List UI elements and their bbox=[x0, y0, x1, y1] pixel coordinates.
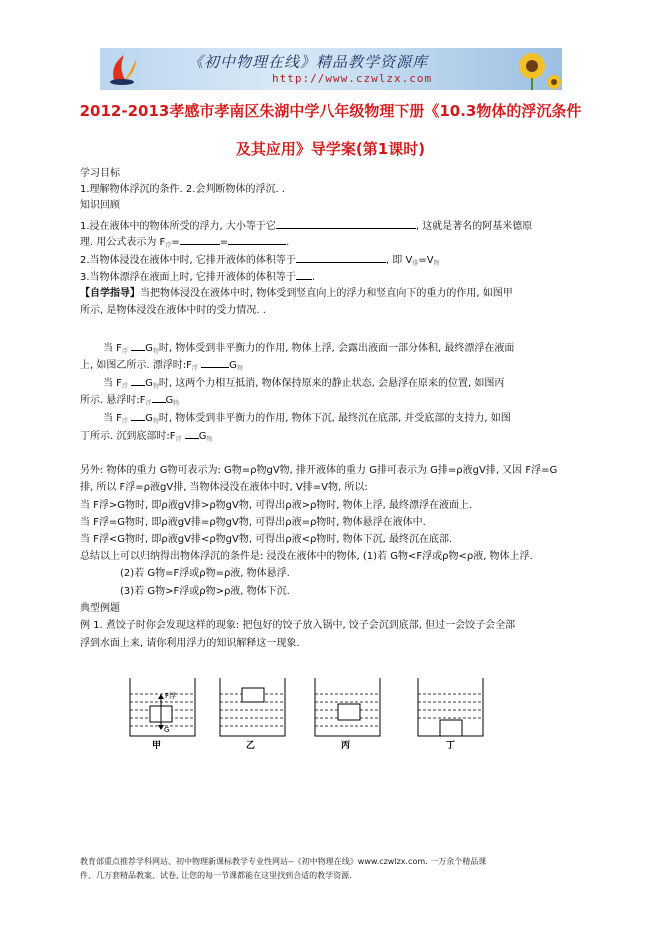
review-line-1: 1.浸在液体中的物体所受的浮力, 大小等于它 , 这就是著名的阿基米德原 bbox=[80, 221, 533, 232]
guide-line-2: 所示, 是物体浸没在液体中时的受力情况. . bbox=[80, 305, 266, 316]
site-banner bbox=[100, 48, 562, 90]
other-line-2: 排, 所以 F浮=ρ液gV排, 当物体浸没在液体中时, V排=V物, 所以: bbox=[80, 482, 368, 493]
beaker-jia bbox=[130, 678, 195, 751]
figure-label-yi: 乙 bbox=[246, 741, 256, 751]
example-line-2: 浮到水面上来, 请你利用浮力的知识解释这一现象. bbox=[80, 638, 300, 649]
example-line-1: 例 1. 煮饺子时你会发现这样的现象: 把包好的饺子放入锅中, 饺子会沉到底部, 但过一会饺子会全部 bbox=[80, 620, 516, 631]
beaker-yi bbox=[220, 678, 285, 751]
figure-label-ding: 丁 bbox=[446, 741, 456, 751]
review-line-2: 2.当物体浸没在液体中时, 它排开液体的体积等于 , 即 $V_排=V_物$ bbox=[80, 255, 440, 267]
case-1-line-1: 当 $F_浮$ $G_物$时, 物体受到非平衡力的作用, 物体上浮, 会露出液面一部分体积, 最终漂浮在液面 bbox=[103, 343, 515, 355]
summary-line-1: 总结以上可以归纳得出物体浮沉的条件是: 浸没在液体中的物体, (1)若 G物<F浮或ρ物<ρ液, 物体上浮. bbox=[80, 551, 533, 562]
logo-icon bbox=[106, 51, 142, 87]
condition-sink: 当 F浮<G物时, 即ρ液gV排<ρ物gV物, 可得出ρ液<ρ物时, 物体下沉, 最终沉在底部. bbox=[80, 534, 453, 545]
case-2-line-2: 所示. 悬浮时$:F_浮$ $G_物$ bbox=[80, 395, 180, 407]
beaker-bing bbox=[315, 678, 380, 751]
case-3-line-1: 当 $F_浮$ $G_物$时, 物体受到非平衡力的作用, 物体下沉, 最终沉在底部, 并受底部的支持力, 如图 bbox=[103, 413, 511, 425]
goals-heading: 学习目标 bbox=[80, 168, 120, 179]
case-1-line-2: 上, 如图乙所示. 漂浮时$:F_浮$ $G_物$ bbox=[80, 360, 243, 372]
force-gravity-label: G bbox=[164, 726, 170, 734]
goals-text: 1.理解物体浮沉的条件. 2.会判断物体的浮沉. . bbox=[80, 184, 285, 195]
banner-slogan: 《初中物理在线》精品教学资源库 bbox=[188, 53, 429, 71]
summary-line-3: (3)若 G物>F浮或ρ物>ρ液, 物体下沉. bbox=[120, 586, 290, 597]
figure-label-jia: 甲 bbox=[152, 741, 162, 751]
review-heading: 知识回顾 bbox=[80, 200, 120, 211]
buoyancy-figures bbox=[120, 676, 500, 754]
other-line-1: 另外: 物体的重力 G物可表示为: G物=ρ物gV物, 排开液体的重力 G排可表示为 G排=ρ液gV排, 又因 F浮=G bbox=[80, 465, 558, 476]
review-line-1-formula: 理. 用公式表示为 $F_浮=$ = . bbox=[80, 237, 290, 249]
page-title-line1: 2012-2013孝感市孝南区朱湖中学八年级物理下册《10.3物体的浮沉条件 bbox=[79, 102, 582, 120]
sunflower-icon bbox=[502, 48, 562, 90]
footer-line-1: 教育部重点推荐学科网站、初中物理新课标教学专业性网站--《初中物理在线》www.czwlzx.com. 一万余个精品课 bbox=[80, 857, 487, 866]
page-footer bbox=[80, 855, 600, 883]
condition-suspend: 当 F浮=G物时, 即ρ液gV排=ρ物gV物, 可得出ρ液=ρ物时, 物体悬浮在液体中. bbox=[80, 517, 426, 528]
review-line-3: 3.当物体漂浮在液面上时, 它排开液体的体积等于 . bbox=[80, 272, 316, 283]
page-title-line2: 及其应用》导学案(第1课时) bbox=[235, 140, 426, 158]
case-2-line-1: 当 $F_浮$ $G_物$时, 这两个力相互抵消, 物体保持原来的静止状态, 会悬浮在原来的位置, 如图丙 bbox=[103, 378, 505, 390]
guide-line-1: 【自学指导】当把物体浸没在液体中时, 物体受到竖直向上的浮力和竖直向下的重力的作用, 如图甲 bbox=[80, 288, 513, 299]
beaker-ding bbox=[418, 678, 483, 751]
condition-float: 当 F浮>G物时, 即ρ液gV排>ρ物gV物, 可得出ρ液>ρ物时, 物体上浮, 最终漂浮在液面上. bbox=[80, 500, 473, 511]
force-buoyancy-label: F浮 bbox=[165, 692, 177, 700]
figure-label-bing: 丙 bbox=[341, 741, 351, 751]
example-heading: 典型例题 bbox=[80, 603, 120, 614]
case-3-line-2: 丁所示. 沉到底部时$:F_浮$ $G_物$ bbox=[80, 431, 213, 443]
banner-url[interactable]: http://www.czwlzx.com bbox=[272, 72, 433, 85]
summary-line-2: (2)若 G物=F浮或ρ物=ρ液, 物体悬浮. bbox=[120, 568, 290, 579]
footer-line-2: 件、几万套精品教案、试卷, 让您的每一节课都能在这里找到合适的教学资源. bbox=[80, 871, 352, 880]
